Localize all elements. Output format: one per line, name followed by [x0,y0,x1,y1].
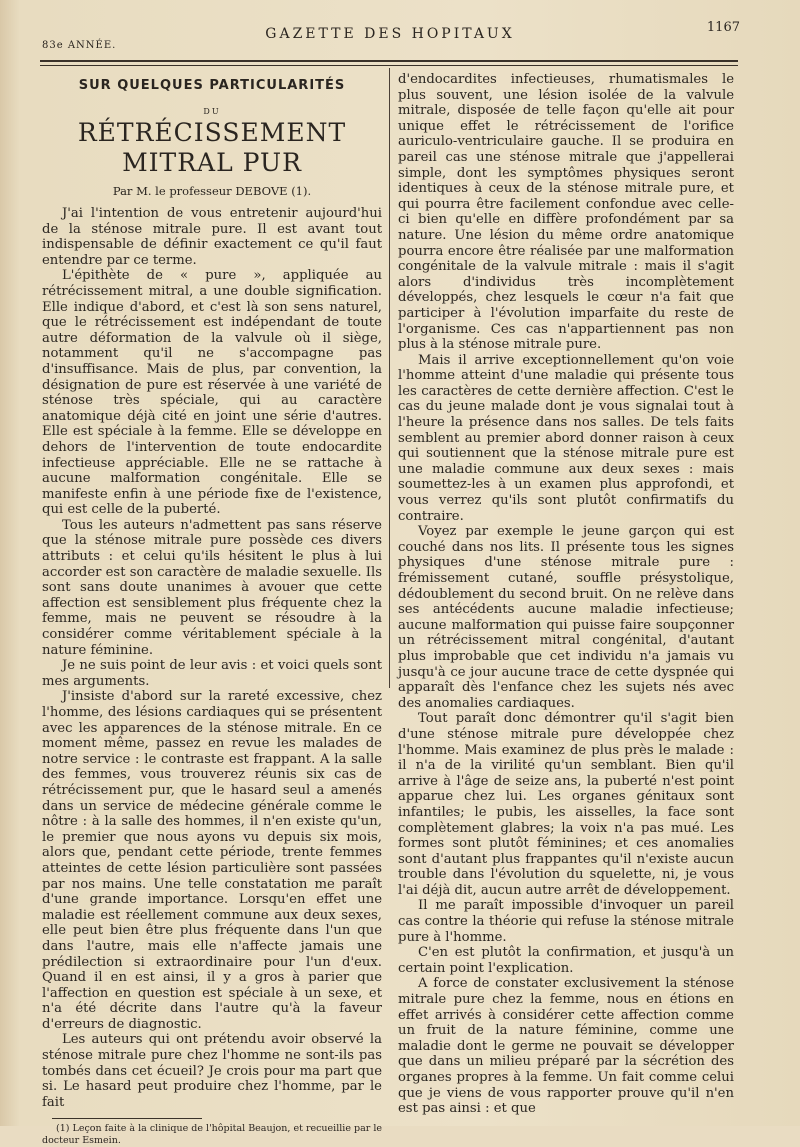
paragraph: Tous les auteurs n'admettent pas sans réserve que la sténose mitrale pure possède ces divers attributs : et celui qu'ils hésitent le plus à lui accorder est son caractère de maladie sexuelle. Ils sont sans doute unanimes à avouer que cette affection est sensiblement plus fréquente chez la femme, mais ne peuvent se résoudre à la considérer comme véritablement spéciale à la nature féminine. [42,517,382,658]
header-rule-thin [40,65,738,66]
article-title: RÉTRÉCISSEMENT MITRAL PUR [77,118,347,177]
paragraph: C'en est plutôt la confirmation, et jusqu'à un certain point l'explication. [398,945,734,976]
column-divider [389,68,390,688]
paragraph: A force de constater exclusivement la sténose mitrale pure chez la femme, nous en étions en effet arrivés à considérer cette affection comme un fruit de la nature féminine, comme une maladie dont le germe ne pouvait se développer que dans un milieu préparé par la sécrétion des organes propres à la femme. Un fait comme celui que je viens de vous rapporter prouve qu'il n'en est pas ainsi : et que [398,976,734,1117]
footnote: (1) Leçon faite à la clinique de l'hôpital Beaujon, et recueillie par le docteur Esmein. [42,1123,382,1147]
article-kicker: SUR QUELQUES PARTICULARITÉS [78,78,346,93]
paragraph: J'insiste d'abord sur la rareté excessive, chez l'homme, des lésions cardiaques qui se présentent avec les apparences de la sténose mitrale. En ce moment même, passez en revue les malades de notre service : le contraste est frappant. A la salle des femmes, vous trouverez réunis six cas de rétrécissement pur, que le hasard seul a amenés dans un service de médecine générale comme le nôtre : à la salle des hommes, il n'en existe qu'un, le premier que nous ayons vu depuis six mois, alors que, pendant cette période, trente femmes atteintes de cette lésion particulière sont passées par nos mains. Une telle constatation me paraît d'une grande importance. Lorsqu'en effet une maladie est réellement commune aux deux sexes, elle peut bien être plus fréquente dans l'un que dans l'autre, mais elle n'affecte jamais une prédilection si extraordinaire pour l'un d'eux. Quand il en est ainsi, il y a gros à parier que l'affection en question est spéciale à un sexe, et n'a été décrite dans l'autre qu'à la faveur d'erreurs de diagnostic. [42,689,382,1032]
right-column [398,72,734,1117]
paragraph: J'ai l'intention de vous entretenir aujourd'hui de la sténose mitrale pure. Il est avant tout indispensable de définir exactement ce qu'il faut entendre par ce terme. [42,206,382,268]
page-header [40,18,740,58]
paragraph: Je ne suis point de leur avis : et voici quels sont mes arguments. [42,658,382,689]
paragraph: Tout paraît donc démontrer qu'il s'agit bien d'une sténose mitrale pure développée chez l'homme. Mais examinez de plus près le malade : il n'a de la virilité qu'un semblant. Bien qu'il arrive à l'âge de seize ans, la puberté n'est point apparue chez lui. Les organes génitaux sont infantiles; le pubis, les aisselles, la face sont complètement glabres; la voix n'a pas mué. Les formes sont plutôt féminines; et ces anomalies sont d'autant plus frappantes qu'il n'existe aucun trouble dans l'évolution du squelette, ni, je vous l'ai déjà dit, aucun autre arrêt de développement. [398,711,734,898]
paragraph: d'endocardites infectieuses, rhumatismales le plus souvent, une lésion isolée de la valvule mitrale, disposée de telle façon qu'elle ait pour unique effet le rétrécissement de l'orifice auriculo-ventriculaire gauche. Il se produira en pareil cas une sténose mitrale que j'appellerai simple, dont les symptômes physiques seront identiques à ceux de la sténose mitrale pure, et qui pourra être facilement confondue avec celle-ci bien qu'elle en diffère profondément par sa nature. Une lésion du même ordre anatomique pourra encore être réalisée par une malformation congénitale de la valvule mitrale : mais il s'agit alors d'individus très incomplètement développés, chez lesquels le cœur n'a fait que participer à l'évolution imparfaite du reste de l'organisme. Ces cas n'appartiennent pas non plus à la sténose mitrale pure. [398,72,734,353]
footnote-rule [52,1118,202,1119]
paragraph: Les auteurs qui ont prétendu avoir observé la sténose mitrale pure chez l'homme ne sont-ils pas tombés dans cet écueil? Je crois pour ma part que si. Le hasard peut produire chez l'homme, par le fait [42,1032,382,1110]
page-number: 1167 [706,20,740,35]
header-rule [40,60,738,62]
article-byline: Par M. le professeur DEBOVE (1). [112,184,312,198]
article-du: DU [203,107,221,116]
publication-title: GAZETTE DES HOPITAUX [265,26,515,42]
paragraph: Mais il arrive exceptionnellement qu'on voie l'homme atteint d'une maladie qui présente tous les caractères de cette dernière affection. C'est le cas du jeune malade dont je vous signalai tout à l'heure la présence dans nos salles. De tels faits semblent au premier abord donner raison à ceux qui soutiennent que la sténose mitrale pure est une maladie commune aux deux sexes : mais soumettez-les à un examen plus approfondi, et vous verrez qu'ils sont plutôt confirmatifs du contraire. [398,352,734,524]
paragraph: Il me paraît impossible d'invoquer un pareil cas contre la théorie qui refuse la sténose mitrale pure à l'homme. [398,898,734,945]
left-column [42,72,382,1147]
volume-label: 83e ANNÉE. [42,40,117,51]
paragraph: Voyez par exemple le jeune garçon qui est couché dans nos lits. Il présente tous les signes physiques d'une sténose mitrale pure : frémissement cutané, souffle présystolique, dédoublement du second bruit. On ne relève dans ses antécédents aucune maladie infectieuse; aucune malformation qui puisse faire soupçonner un rétrécissement mitral congénital, d'autant plus improbable que cet individu n'a jamais vu jusqu'à ce jour aucune trace de cette dyspnée qui apparaît dès l'enfance chez les sujets nés avec des anomalies cardiaques. [398,524,734,711]
paragraph: L'épithète de « pure », appliquée au rétrécissement mitral, a une double signification. Elle indique d'abord, et c'est là son sens naturel, que le rétrécissement est indépendant de toute autre déformation de la valvule où il siège, notamment qu'il ne s'accompagne pas d'insuffisance. Mais de plus, par convention, la désignation de pure est réservée à une variété de sténose très spéciale, qui au caractère anatomique déjà cité en joint une série d'autres. Elle est spéciale à la femme. Elle se développe en dehors de l'intervention de toute endocardite infectieuse appréciable. Elle ne se rattache à aucune malformation congénitale. Elle se manifeste enfin à une période fixe de l'existence, qui est celle de la puberté. [42,268,382,518]
